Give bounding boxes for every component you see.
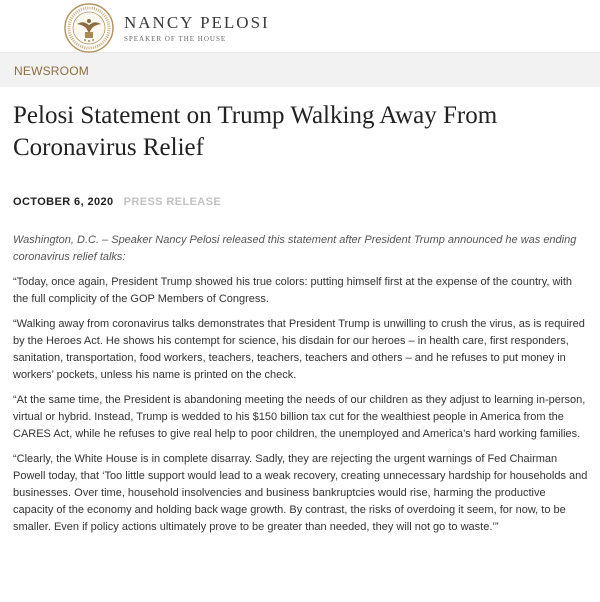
newsroom-link[interactable]: NEWSROOM: [14, 64, 89, 78]
article-date: OCTOBER 6, 2020: [13, 196, 114, 208]
article-meta: [13, 196, 221, 208]
article-body: [13, 232, 588, 544]
speaker-name[interactable]: NANCY PELOSI: [124, 13, 270, 32]
section-bar: [0, 53, 600, 87]
page-title: Pelosi Statement on Trump Walking Away From Coronavirus Relief: [13, 102, 498, 161]
article-paragraph: “At the same time, the President is abandoning meeting the needs of our children as they adjust to learning in-person, virtual or hybrid. Instead, Trump is wedded to his $150 billion tax cut for the wealthiest people in America from the CARES Act, while he refuses to give real help to poor children, the unemployed and America’s hard working families.: [13, 394, 586, 440]
article-paragraph: “Walking away from coronavirus talks demonstrates that President Trump is unwilling to crush the virus, as is required by the Heroes Act. He shows his contempt for science, his disdain for our heroes – in health care, first responders, sanitation, transportation, food workers, teachers, teachers, teachers and others – and he refuses to put money in workers’ pockets, unless his name is printed on the check.: [13, 318, 585, 381]
article-type-link[interactable]: PRESS RELEASE: [123, 196, 222, 208]
article-paragraph: “Today, once again, President Trump showed his true colors: putting himself first at the expense of the country, with the full complicity of the GOP Members of Congress.: [13, 276, 573, 305]
article-paragraph: “Clearly, the White House is in complete disarray. Sadly, they are rejecting the urgent warnings of Fed Chairman Powell today, that ‘Too little support would lead to a weak recovery, creating unnecessary hardship for households and businesses. Over time, household insolvencies and business bankruptcies would rise, harming the productive capacity of the economy and holding back wage growth. By contrast, the risks of overdoing it seem, for now, to be smaller. Even if policy actions ultimately prove to be greater than needed, they will not go to waste.’”: [13, 453, 588, 533]
site-header: [0, 0, 600, 53]
speaker-seal-icon[interactable]: [64, 3, 114, 53]
article-intro: Washington, D.C. – Speaker Nancy Pelosi released this statement after President Trump announced he was ending coronavirus relief talks:: [13, 234, 577, 263]
speaker-title: SPEAKER OF THE HOUSE: [124, 35, 227, 43]
